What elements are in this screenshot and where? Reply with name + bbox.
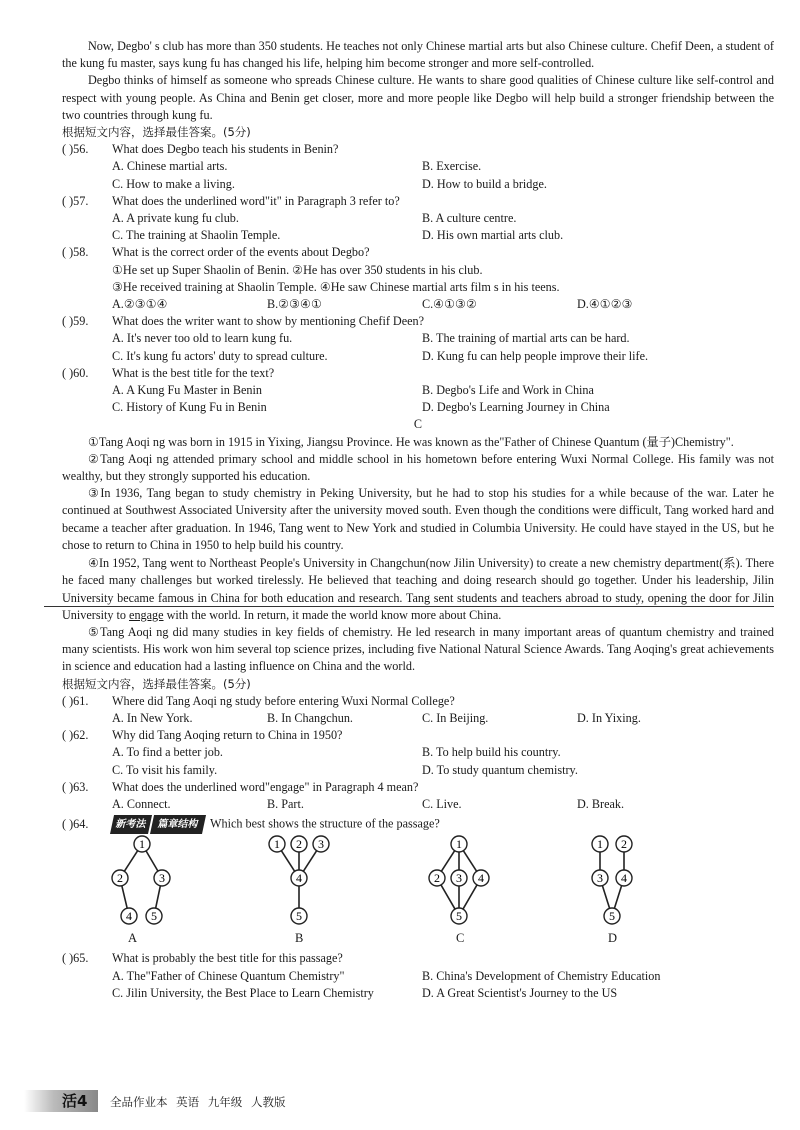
option-c[interactable]: C. It's kung fu actors' duty to spread culture. bbox=[112, 348, 328, 363]
paragraph-c2: ②Tang Aoqi ng attended primary school and middle school in his hometown before entering Wuxi Normal College. His family was not wealthy, but they strongly supported his education. bbox=[62, 451, 774, 484]
option-b[interactable]: B. Degbo's Life and Work in China bbox=[422, 383, 594, 398]
underlined-word-engage: engage bbox=[129, 607, 164, 622]
diagram-graph bbox=[102, 834, 182, 928]
event-list-1: ①He set up Super Shaolin of Benin. ②He has over 350 students in his club. bbox=[112, 262, 483, 277]
option-b[interactable]: B. A culture centre. bbox=[422, 211, 517, 226]
option-a[interactable]: A. A private kung fu club. bbox=[112, 211, 239, 226]
option-a[interactable]: A. A Kung Fu Master in Benin bbox=[112, 383, 262, 398]
instruction-b: 根据短文内容，选择最佳答案。(5分) bbox=[62, 125, 251, 140]
diagram-edge bbox=[463, 851, 476, 872]
option-d[interactable]: D. Kung fu can help people improve their life. bbox=[422, 348, 649, 363]
paragraph-c3: ③In 1936, Tang began to study chemistry in Peking University, but he had to stop his studies for a while because of the war. Later he continued at Southwest Associated University after the university moved south. Even though the conditions were difficult, Tang worked hard and became a teacher after graduation. In 1946, Tang went to New York and studied in Columbia University. He could have stayed in the US, but he chose to return to China in 1950 to help build his country. bbox=[62, 486, 774, 552]
question-number[interactable]: ( )57. bbox=[62, 193, 89, 208]
diagram-node-label: 5 bbox=[151, 909, 157, 924]
question-61 bbox=[62, 693, 774, 727]
question-number[interactable]: ( )65. bbox=[62, 951, 89, 966]
diagram-node-label: 1 bbox=[274, 837, 280, 852]
diagram-node-label: 2 bbox=[296, 837, 302, 852]
option-a[interactable]: A. Connect. bbox=[112, 796, 171, 811]
footer-text: 全品作业本 英语 九年级 人教版 bbox=[110, 1095, 286, 1109]
diagram-edge bbox=[122, 886, 127, 908]
diagram-edge bbox=[281, 851, 294, 872]
paragraph-club: Now, Degbo' s club has more than 350 students. He teaches not only Chinese martial arts but also Chinese culture. Chefif Deen, a student of the kung fu master, says kung fu has changed his life, helping him become stronger and more self-controlled. bbox=[62, 39, 774, 71]
diagram-node-label: 5 bbox=[456, 909, 462, 924]
diagram-label: A bbox=[128, 931, 138, 946]
option-c[interactable]: C. Jilin University, the Best Place to Learn Chemistry bbox=[112, 985, 374, 1000]
option-d[interactable]: D. His own martial arts club. bbox=[422, 228, 564, 243]
question-number[interactable]: ( )62. bbox=[62, 728, 89, 743]
question-59 bbox=[62, 313, 774, 365]
paragraph-c1: ①Tang Aoqi ng was born in 1915 in Yixing, Jiangsu Province. He was known as the"Father of Chinese Quantum (量子)Chemistry". bbox=[88, 434, 734, 449]
structure-diagram[interactable] bbox=[582, 834, 662, 946]
diagram-graph bbox=[582, 834, 662, 928]
diagram-node-label: 2 bbox=[434, 871, 440, 886]
structure-diagrams bbox=[102, 834, 774, 944]
section-heading-c: C bbox=[413, 417, 423, 432]
page-tab-label: 活4 bbox=[62, 1092, 88, 1110]
diagram-graph bbox=[267, 834, 347, 928]
question-text: What does the underlined word"it" in Paragraph 3 refer to? bbox=[112, 193, 400, 208]
question-60 bbox=[62, 365, 774, 417]
question-58 bbox=[62, 244, 774, 313]
diagram-edge bbox=[441, 851, 454, 872]
question-62 bbox=[62, 727, 774, 779]
option-a[interactable]: A. It's never too old to learn kung fu. bbox=[112, 331, 293, 346]
instruction-c: 根据短文内容，选择最佳答案。(5分) bbox=[62, 676, 251, 691]
diagram-label: B bbox=[295, 931, 304, 946]
structure-diagram[interactable] bbox=[102, 834, 182, 946]
diagram-edge bbox=[146, 851, 158, 871]
option-c[interactable]: C. In Beijing. bbox=[422, 710, 489, 725]
diagram-node-label: 1 bbox=[597, 837, 603, 852]
question-text: What is probably the best title for this passage? bbox=[112, 951, 343, 966]
paragraph-c5: ⑤Tang Aoqi ng did many studies in key fields of chemistry. He led research in many important areas of quantum chemistry and trained many scientists. His work won him several top science prizes, including five National Natural Science Awards. Tang Aoqing's great achievements in science and education had a lasting influence on China and the world. bbox=[62, 624, 774, 674]
question-56 bbox=[62, 141, 774, 193]
option-d[interactable]: D. How to build a bridge. bbox=[422, 176, 547, 191]
option-b[interactable]: B. China's Development of Chemistry Education bbox=[422, 968, 661, 983]
question-text: What is the best title for the text? bbox=[112, 365, 275, 380]
diagram-node-label: 4 bbox=[126, 909, 132, 924]
question-text: What does the underlined word"engage" in Paragraph 4 mean? bbox=[112, 779, 419, 794]
option-c[interactable]: C. The training at Shaolin Temple. bbox=[112, 228, 281, 243]
diagram-edge bbox=[441, 885, 455, 909]
paragraph-culture: Degbo thinks of himself as someone who spreads Chinese culture. He wants to share good qualities of Chinese culture like self-control and respect with young people. As China and Benin get closer, more and more people like Degbo will help build a stronger friendship between the two countries through kung fu. bbox=[62, 73, 774, 122]
option-c[interactable]: C. To visit his family. bbox=[112, 762, 218, 777]
question-number[interactable]: ( )56. bbox=[62, 142, 89, 157]
divider-line bbox=[44, 606, 774, 607]
option-b[interactable]: B. To help build his country. bbox=[422, 745, 561, 760]
question-number[interactable]: ( )61. bbox=[62, 693, 89, 708]
option-c[interactable]: C. History of Kung Fu in Benin bbox=[112, 400, 267, 415]
question-57 bbox=[62, 193, 774, 245]
diagram-node-label: 1 bbox=[139, 837, 145, 852]
question-text: Where did Tang Aoqi ng study before entering Wuxi Normal College? bbox=[112, 693, 455, 708]
diagram-node-label: 4 bbox=[296, 871, 302, 886]
diagram-node-label: 3 bbox=[456, 871, 462, 886]
diagram-edge bbox=[614, 886, 621, 909]
question-text: Why did Tang Aoqing return to China in 1950? bbox=[112, 728, 343, 743]
footer bbox=[24, 1086, 784, 1114]
question-text: What does the writer want to show by mentioning Chefif Deen? bbox=[112, 314, 425, 329]
question-64 bbox=[62, 815, 774, 944]
option-a[interactable]: A. The"Father of Chinese Quantum Chemistry" bbox=[112, 968, 345, 983]
diagram-node-label: 3 bbox=[159, 871, 165, 886]
question-number[interactable]: ( )59. bbox=[62, 314, 89, 329]
structure-diagram[interactable] bbox=[424, 834, 504, 946]
question-number[interactable]: ( )63. bbox=[62, 779, 89, 794]
question-text: What does Degbo teach his students in Benin? bbox=[112, 142, 339, 157]
option-b[interactable]: B. Exercise. bbox=[422, 159, 482, 174]
structure-diagram[interactable] bbox=[267, 834, 347, 946]
option-a[interactable]: A. Chinese martial arts. bbox=[112, 159, 228, 174]
diagram-edge bbox=[463, 885, 477, 909]
diagram-edge bbox=[156, 886, 161, 908]
paragraph-c4-end: with the world. In return, it made the world know more about China. bbox=[166, 607, 502, 622]
diagram-edge bbox=[602, 886, 609, 909]
question-text: Which best shows the structure of the passage? bbox=[210, 816, 440, 831]
diagram-node-label: 3 bbox=[318, 837, 324, 852]
paragraph-c4 bbox=[62, 555, 774, 624]
option-b[interactable]: B. The training of martial arts can be hard. bbox=[422, 331, 630, 346]
option-d[interactable]: D. Degbo's Learning Journey in China bbox=[422, 400, 610, 415]
paragraph-c4-start: ④In 1952, Tang went to Northeast People's University in Changchun(now Jilin University) to create a new chemistry department(系). There he faced many challenges but worked tirelessly. He believed that teaching and doing research should go together. Under his leadership, Jilin University became famous in China for both education and research. Tang sent students and teachers abroad to study, opening the door for Jilin University to bbox=[62, 556, 774, 622]
diagram-node-label: 1 bbox=[456, 837, 462, 852]
option-d[interactable]: D. A Great Scientist's Journey to the US bbox=[422, 985, 618, 1000]
question-text: What is the correct order of the events about Degbo? bbox=[112, 245, 370, 260]
diagram-label: C bbox=[456, 931, 465, 946]
option-b[interactable]: B. In Changchun. bbox=[267, 710, 353, 725]
diagram-node-label: 5 bbox=[609, 909, 615, 924]
diagram-label: D bbox=[608, 931, 618, 946]
question-number[interactable]: ( )58. bbox=[62, 245, 89, 260]
diagram-node-label: 3 bbox=[597, 871, 603, 886]
option-c[interactable]: C.④①③② bbox=[422, 297, 477, 312]
question-number[interactable]: ( )64. bbox=[62, 816, 89, 831]
page-content bbox=[62, 38, 774, 1002]
diagram-node-label: 4 bbox=[478, 871, 484, 886]
diagram-node-label: 4 bbox=[621, 871, 627, 886]
option-a[interactable]: A. To find a better job. bbox=[112, 745, 223, 760]
option-d[interactable]: D. Break. bbox=[577, 796, 625, 811]
new-exam-badge: 新考法 bbox=[110, 815, 152, 834]
option-d[interactable]: D. To study quantum chemistry. bbox=[422, 762, 578, 777]
option-c[interactable]: C. Live. bbox=[422, 796, 462, 811]
diagram-edge bbox=[303, 851, 316, 872]
diagram-node-label: 5 bbox=[296, 909, 302, 924]
diagram-node-label: 2 bbox=[621, 837, 627, 852]
questions-b bbox=[62, 141, 774, 416]
option-d[interactable]: D.④①②③ bbox=[577, 297, 633, 312]
question-65 bbox=[62, 950, 774, 1002]
question-63 bbox=[62, 779, 774, 813]
diagram-node-label: 2 bbox=[117, 871, 123, 886]
option-d[interactable]: D. In Yixing. bbox=[577, 710, 641, 725]
structure-badge: 篇章结构 bbox=[150, 815, 206, 834]
option-b[interactable]: B. Part. bbox=[267, 796, 304, 811]
diagram-edge bbox=[124, 851, 137, 872]
diagram-graph bbox=[424, 834, 504, 928]
option-b[interactable]: B.②③④① bbox=[267, 297, 322, 312]
option-a[interactable]: A. In New York. bbox=[112, 710, 193, 725]
option-a[interactable]: A.②③①④ bbox=[112, 297, 168, 312]
question-number[interactable]: ( )60. bbox=[62, 365, 89, 380]
event-list-2: ③He received training at Shaolin Temple. ④He saw Chinese martial arts film s in his teens. bbox=[112, 279, 560, 294]
option-c[interactable]: C. How to make a living. bbox=[112, 176, 235, 191]
